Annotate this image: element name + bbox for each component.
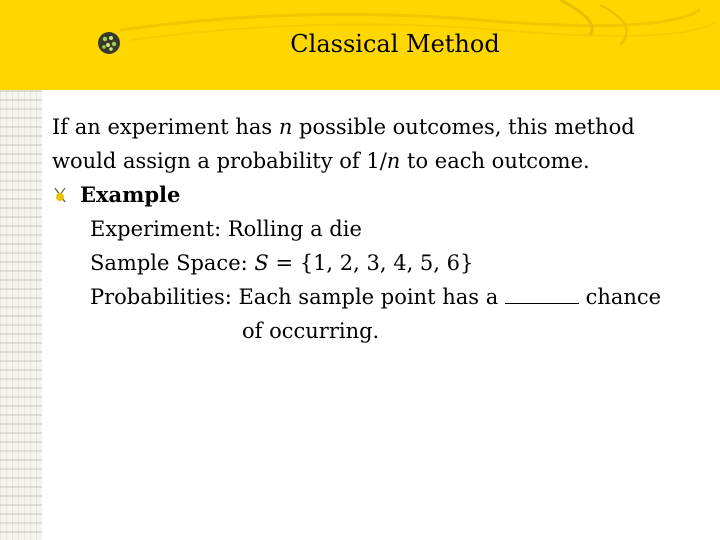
sample-space-line	[52, 246, 692, 280]
intro-line-2	[52, 144, 692, 178]
probabilities-text: Probabilities: Each sample point has a	[90, 285, 505, 309]
sample-space-symbol: S	[254, 251, 269, 275]
example-heading: Example	[80, 182, 181, 207]
slide-logo-icon	[96, 30, 122, 56]
variable-n: n	[278, 115, 293, 139]
variable-n: n	[386, 149, 401, 173]
sample-space-value: = {1, 2, 3, 4, 5, 6}	[268, 251, 474, 275]
experiment-line: Experiment: Rolling a die	[90, 217, 362, 241]
bullet-icon	[52, 186, 68, 204]
fill-in-blank	[505, 283, 579, 304]
slide-title: Classical Method	[290, 30, 500, 58]
intro-text: would assign a probability of 1/	[52, 149, 387, 173]
probabilities-line	[52, 280, 692, 314]
sample-space-label: Sample Space:	[90, 251, 255, 275]
slide-body	[52, 110, 692, 348]
intro-text: possible outcomes, this method	[292, 115, 635, 139]
probabilities-text: chance	[578, 285, 662, 309]
probabilities-line-2: of occurring.	[242, 319, 380, 343]
intro-text: If an experiment has	[52, 115, 279, 139]
intro-line-1	[52, 110, 692, 144]
example-heading-line	[52, 178, 692, 212]
intro-text: to each outcome.	[400, 149, 590, 173]
